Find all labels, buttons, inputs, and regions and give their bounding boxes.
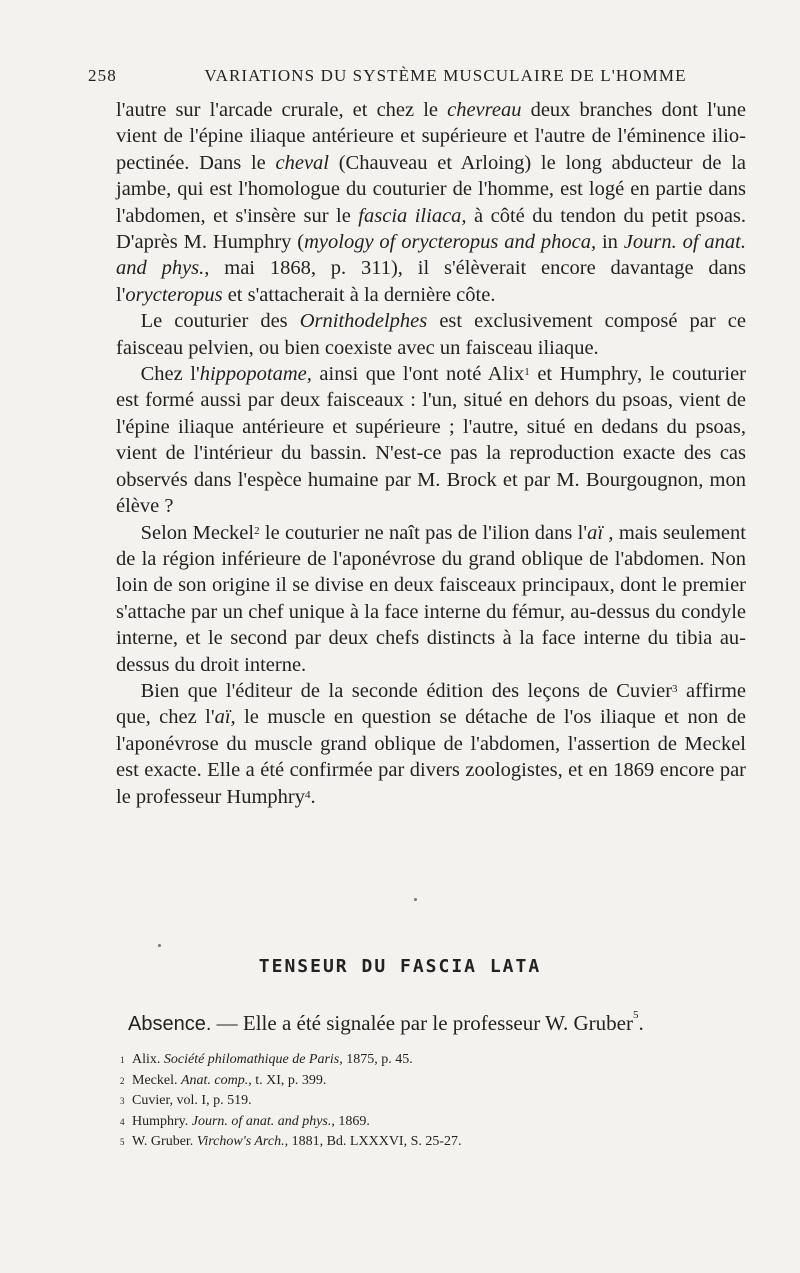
body-text xyxy=(116,97,746,810)
paragraph-1: l'autre sur l'arcade crurale, et chez le chevreau deux branches dont l'une vient de l'épine iliaque antérieure et supérieure et l'autre de l'éminence ilio-pectinée. Dans le cheval (Chauveau et Arloing) le long abducteur de la jambe, qui est l'homologue du couturier de l'homme, est logé en partie dans l'abdomen, et s'insère sur le fascia iliaca, à côté du tendon du petit psoas. D'après M. Humphry (myology of orycteropus and phoca, in Journ. of anat. and phys., mai 1868, p. 311), il s'élèverait encore davantage dans l'orycteropus et s'attacherait à la dernière côte. xyxy=(116,99,747,306)
paragraph-2: Le couturier des Ornithodelphes est exclusivement composé par ce faisceau pelvien, ou bien coexiste avec un faisceau iliaque. xyxy=(116,310,746,359)
footnote-ref-3: 3 xyxy=(672,682,678,695)
footnote-5: 5 W. Gruber. Virchow's Arch., 1881, Bd. LXXXVI, S. 25-27. xyxy=(120,1134,462,1149)
absence-lead: Absence. xyxy=(128,1013,212,1035)
paragraph-4: Selon Meckel$^2$ le couturier ne naît pas de l'ilion dans l'aï , mais seulement de la région inférieure de l'aponévrose du grand oblique de l'abdomen. Non loin de son origine il se divise en deux faisceaux principaux, dont le premier s'attache par un chef unique à la face interne du fémur, au-dessus du condyle interne, et le second par deux chefs distincts à la face interne du tibia au-dessus du droit interne. xyxy=(116,521,746,676)
running-title: VARIATIONS DU SYSTÈME MUSCULAIRE DE L'HOMME xyxy=(204,66,687,85)
paragraph-3: Chez l'hippopotame, ainsi que l'ont noté Alix$^1$ et Humphry, le couturier est formé aussi par deux faisceaux : l'un, situé en dehors du psoas, vient de l'épine iliaque antérieure et supérieure ; l'autre, situé en dedans du psoas, vient de l'intérieur du bassin. N'est-ce pas la reproduction exacte des cas observés dans l'espèce humaine par M. Brock et par M. Bourgougnon, mon élève ? xyxy=(116,363,747,518)
footnote-1: 1 Alix. Société philomathique de Paris, 1875, p. 45. xyxy=(120,1052,413,1067)
section-heading: TENSEUR DU FASCIA LATA xyxy=(258,956,542,977)
footnote-3: 3 Cuvier, vol. I, p. 519. xyxy=(120,1093,252,1108)
footnote-ref-5: 5 xyxy=(632,1009,639,1021)
footnote-2: 2 Meckel. Anat. comp., t. XI, p. 399. xyxy=(120,1072,327,1088)
page-header xyxy=(88,66,748,96)
footnotes xyxy=(120,1050,720,1153)
footnote-4: 4 Humphry. Journ. of anat. and phys., 1869. xyxy=(120,1113,370,1129)
paragraph-5: Bien que l'éditeur de la seconde édition des leçons de Cuvier$^3$ affirme que, chez l'aï, le muscle en question se détache de l'os iliaque et non de l'aponévrose du muscle grand oblique de l'abdomen, l'assertion de Meckel est exacte. Elle a été confirmée par divers zoologistes, et en 1869 encore par le professeur Humphry$^4$. xyxy=(116,679,746,808)
footnote-ref-4: 4 xyxy=(305,788,311,801)
footnote-ref-2: 2 xyxy=(254,524,260,537)
print-speck xyxy=(158,944,161,947)
print-speck xyxy=(414,898,417,901)
footnote-ref-1: 1 xyxy=(524,366,530,379)
page-number: 258 xyxy=(88,66,117,85)
absence-paragraph: Absence. — Elle a été signalée par le professeur W. Gruber$^5$. xyxy=(128,1009,644,1035)
